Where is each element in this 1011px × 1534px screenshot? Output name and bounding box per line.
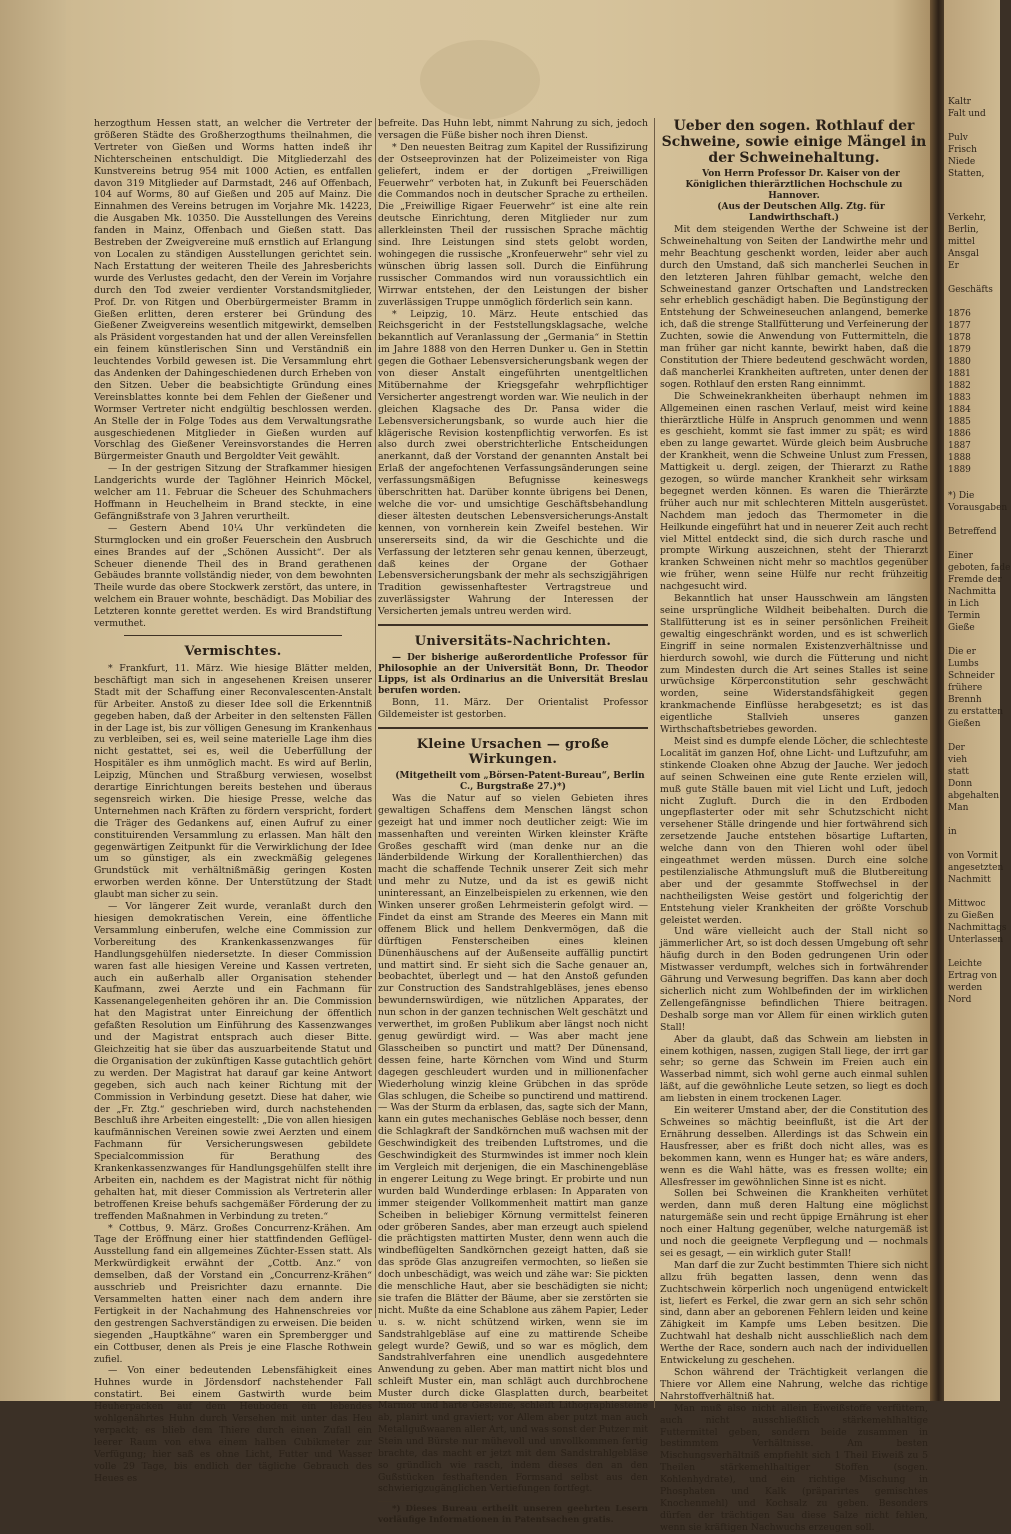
book-gutter — [930, 0, 944, 1401]
next-page-line: 1888 — [948, 453, 971, 463]
article-paragraph: * Den neuesten Beitrag zum Kapitel der Russifizirung der Ostseeprovinzen hat der Polizeimeister von Riga geliefert, indem er der dortigen „Freiwilligen Feuerwehr“ verboten hat, in Zukunft bei Feuerschäden die Commandos noch in deutscher Sprache zu ertheilen. Die „Freiwillige Rigaer Feuerwehr“ ist eine alte rein deutsche Einrichtung, deren Mitglieder nur zum allerkleinsten Theil der russischen Sprache mächtig sind. Ihre Leistungen sind stets gelobt worden, wohingegen die russische „Kronfeuerwehr“ sehr viel zu wünschen übrig lassen soll. Durch die Einführung russischer Commandos wird nun voraussichtlich ein Wirrwar entstehen, der den Leistungen der bisher zuverlässigen Truppe unmöglich förderlich sein kann. — [378, 141, 648, 308]
next-page-line — [944, 538, 1000, 550]
next-page-line: Der — [948, 743, 965, 753]
article-paragraph: Mit dem steigenden Werthe der Schweine ist der Schweinehaltung von Seiten der Landwirthe mehr und mehr Beachtung geschenkt worden, leider aber auch durch den Umstand, daß sich mancherlei Seuchen in den letzteren Jahren fühlbar gemacht, welche den Schweinestand ganzer Ortschaften und Landstrecken sehr erheblich geschädigt haben. Die Begünstigung der Entstehung der Schweineseuchen anlangend, bemerke ich, daß die strenge Stallfütterung und Verfeinerung der Zuchten, sowie die Anwendung von Futtermitteln, die man früher gar nicht kannte, bewirkt haben, daß die Constitution der Thiere bedeutend geschwächt worden, daß mancherlei Krankheiten auftreten, unter denen der sogen. Rothlauf den ersten Rang einnimmt. — [660, 224, 928, 390]
next-page-line: Die er — [948, 647, 976, 657]
next-page-line: von Vormit — [948, 851, 998, 861]
next-page-line: Einer — [948, 551, 973, 561]
next-page-line: Ansgal — [948, 249, 979, 259]
next-page-line: Man — [948, 803, 969, 813]
next-page-line: 1878 — [948, 333, 971, 343]
next-page-line: in Lich — [948, 599, 980, 609]
next-page-line — [944, 886, 1000, 898]
next-page-line: frühere — [948, 683, 983, 693]
article-paragraph: befreite. Das Huhn lebt, nimmt Nahrung zu sich, jedoch versagen die Füße bisher noch ihren Dienst. — [378, 118, 648, 141]
column-rule — [654, 118, 655, 1408]
next-page-low-text — [944, 476, 1011, 1006]
next-page-line: Frisch — [948, 145, 977, 155]
article-paragraph: — Von einer bedeutenden Lebensfähigkeit eines Huhnes wurde in Jördensdorf nachstehender Fall constatirt. Bei einem Gastwirth wurde beim Heuherpacken auf dem Heuboden ein lebendes wohlgenährtes Huhn durch Versehen mit unter das Heu verpackt; es blieb dem Thiere durch einen Zufall ein leerer Raum von etwa einem halben Cubikmeter zur Verfügung; hier saß es ohne Licht, Futter und Wasser volle 29 Tage, bis endlich der tägliche Gebrauch des Heues es — [94, 1365, 372, 1484]
article-paragraph: — Der bisherige außerordentliche Professor für Philosophie an der Universität Bonn, Dr. Theodor Lipps, ist als Ordinarius an die Universität Breslau berufen worden. — [378, 653, 648, 697]
next-page-line: abgehalten — [948, 791, 999, 801]
next-page-line — [944, 946, 1000, 958]
next-page-mid-text — [944, 192, 1000, 476]
footnote-rule — [378, 1501, 548, 1502]
next-page-line: statt — [948, 767, 969, 777]
article-paragraph: Bekanntlich hat unser Hausschwein am längsten seine ursprüngliche Wildheit beibehalten. Durch die Stallfütterung ist es in seiner persönlichen Freiheit gewaltig eingeschränkt worden, und es ist schwerlich Eingriff in seine normalen Existenzverhältnisse und hierdurch sowohl, wie durch die Fütterung und nicht zum Mindesten durch die Art seines Stalles ist seine urwüchsige Körperconstitution sehr geschwächt worden, seine Widerstandsfähigkeit gegen krankmachende Einflüsse herabgesetzt; es ist das eigentliche Stallvieh unseres ganzen Wirthschaftsbetriebes geworden. — [660, 593, 928, 736]
column-1 — [94, 118, 372, 1484]
next-page-line: geboten, fade — [948, 563, 1011, 573]
column-rule — [375, 118, 376, 1318]
next-page-line: 1887 — [948, 441, 971, 451]
next-page-line: Ertrag von — [948, 971, 998, 981]
next-page-line — [944, 272, 1000, 284]
next-page-edge — [944, 0, 1011, 1401]
article-paragraph: * Frankfurt, 11. März. Wie hiesige Blätter melden, beschäftigt man sich in angesehenen Kreisen unserer Stadt mit der Schaffung einer Reconvalescenten-Anstalt für Arbeiter. Anstoß zu dieser Idee soll die Erkenntniß gegeben haben, daß der Arbeiter in den seltensten Fällen in der Lage ist, bis zur völligen Genesung im Krankenhaus zu verbleiben, sei es, weil seine materielle Lage ihm dies nicht gestattet, sei es, weil die Ueberfüllung der Hospitäler es ihm unmöglich macht. Es wird auf Berlin, Leipzig, München und Straßburg verwiesen, woselbst derartige Einrichtungen bereits bestehen und überaus segensreich wirken. Die hiesige Presse, welche das Unternehmen nach Kräften zu fördern verspricht, fordert die Träger des Gedankens auf, einen Aufruf zu einer constituirenden Versammlung zu erlassen. Man hält den gegenwärtigen Zeitpunkt für die Verwirklichung der Idee um so günstiger, als ein zweckmäßig gelegenes Grundstück mit verhältnißmäßig geringen Kosten erworben werden könne. Der Unterstützung der Stadt glaubt man sicher zu sein. — [94, 662, 372, 901]
next-page-line: angesetzten — [948, 863, 1004, 873]
article-paragraph: — Vor längerer Zeit wurde, veranlaßt durch den hiesigen demokratischen Verein, eine öffentliche Versammlung einberufen, welche eine Commission zur Vorbereitung des Krankenkassenzwanges für Handlungsgehülfen niedersetzte. In dieser Commission waren fast alle hiesigen Vereine und Kassen vertreten, auch ein außerhalb aller Organisation stehender Kaufmann, zwei Aerzte und ein Fachmann für Kassenangelegenheiten gehören ihr an. Die Commission hat den Magistrat unter Einreichung der öffentlich gefaßten Resolution um Einführung des Kassenzwanges und der Magistrat entsprach auch dieser Bitte. Gleichzeitig hat sie über das auszuarbeitende Statut und die Organisation der zukünftigen Kasse gutachtlich gehört zu werden. Der Magistrat hat darauf gar keine Antwort gegeben, sich auch nach keiner Richtung mit der Commission in Verbindung gesetzt. Diese hat daher, wie der „Fr. Ztg.“ geschrieben wird, durch nachstehenden Beschluß ihre Arbeiten eingestellt: „Die von allen hiesigen kaufmännischen Vereinen sowie zwei Aerzten und einem Fachmann für Versicherungswesen gebildete Specialcommission für Berathung des Krankenkassenzwanges für Handlungsgehülfen stellt ihre Arbeiten ein, nachdem es der Magistrat nicht für nöthig gehalten hat, mit dieser Commission als Vertreterin aller betroffenen Kreise behufs sachgemäßer Förderung der zu treffenden Maßnahmen in Verbindung zu treten.“ — [94, 901, 372, 1222]
next-page-line: Falt und — [948, 109, 986, 119]
next-page-line: 1889 — [948, 465, 971, 475]
article-paragraph: Aber da glaubt, daß das Schwein am liebsten in einem kothigen, nassen, zugigen Stall liege, der irrt gar sehr; so gerne das Schwein im Freien auch ein Wasserbad nimmt, sich wohl gerne auch einmal suhlen läßt, auf die gewöhnliche Leute setzen, so liegt es doch am liebsten in einem trockenen Lager. — [660, 1033, 928, 1105]
next-page-line: 1882 — [948, 381, 971, 391]
next-page-line: *) Die — [948, 491, 975, 501]
next-page-line: Termin — [948, 611, 981, 621]
article-paragraph: Man darf die zur Zucht bestimmten Thiere sich nicht allzu früh begatten lassen, denn wenn das Zuchtschwein körperlich noch ungenügend entwickelt ist, liefert es Ferkel, die zwar gern an sich sehr schön sind, dann aber an geborenen Fehlern leiden und keine Zähigkeit im Kampfe ums Leben besitzen. Die Zuchtwahl hat deshalb nicht ausschließlich nach dem Werthe der Race, sondern auch nach der individuellen Entwickelung zu geschehen. — [660, 1259, 928, 1367]
next-page-line: 1879 — [948, 345, 971, 355]
next-page-line: mittel — [948, 237, 975, 247]
article-title: Ueber den sogen. Rothlauf der Schweine, sowie einige Mängel in der Schweinehaltung. — [661, 118, 927, 166]
next-page-line: Kaltr — [948, 97, 971, 107]
next-page-line: 1885 — [948, 417, 971, 427]
article-paragraph: Die Schweinekrankheiten überhaupt nehmen im Allgemeinen einen raschen Verlauf, meist wird keine thierärztliche Hülfe in Anspruch genommen und wenn es geschieht, kommt sie fast immer zu spät; es wird eben zu lange gewartet. Würde gleich beim Ausbruche der Krankheit, wenn die Schweine Unlust zum Fressen, Mattigkeit u. dergl. zeigen, der Thierarzt zu Rathe gezogen, so würde mancher Krankheit sehr wirksam begegnet werden können. Es waren die Thierärzte früher auch nur mit schlechteren Mitteln ausgerüstet. Nachdem man jedoch das Thermometer in die Heilkunde eingeführt hat und in neuerer Zeit auch recht viel Mittel entdeckt sind, die sich durch rasche und prompte Wirkung auszeichnen, steht der Thierarzt kranken Schweinen nicht mehr so machtlos gegenüber wie früher, wenn seine Hülfe nur recht frühzeitig nachgesucht wird. — [660, 390, 928, 593]
section-title-universitaet: Universitäts-Nachrichten. — [414, 634, 612, 650]
article-paragraph: * Leipzig, 10. März. Heute entschied das Reichsgericht in der Feststellungsklagsache, welche bekanntlich auf Veranlassung der „Germania“ in Stettin im Jahre 1888 von den Herren Dunker u. Gen in Stettin gegen die Gothaer Lebensversicherungsbank wegen der von dieser Anstalt eingeführten unentgeltlichen Mitübernahme der Kriegsgefahr wehrpflichtiger Versicherter angestrengt worden war. Wie neulich in der gleichen Klagsache des Dr. Pansa wider die Lebensversicherungsbank, so wurde auch hier die klägerische Revision kostenpflichtig verworfen. Es ist also durch zwei oberstrichterliche Entscheidungen anerkannt, daß der Vorstand der genannten Anstalt bei Erlaß der angefochtenen Verfassungsänderungen seine verfassungsmäßigen Befugnisse keineswegs überschritten hat. Darüber konnte übrigens bei Denen, welche die vor- und umsichtige Geschäftsbehandlung dieser ältesten deutschen Lebensversicherungs-Anstalt kennen, von vornherein kein Zweifel bestehen. Wir unsererseits sind, da wir die Geschichte und die Verfassung der letzteren sehr genau kennen, überzeugt, daß keines der Organe der Gothaer Lebensversicherungsbank der mehr als sechszigjährigen Tradition gewissenhaftester Vertragstreue und zuverlässigster Wahrung der Interessen der Versicherten jemals untreu werden wird. — [378, 308, 648, 618]
next-page-line: Donn — [948, 779, 973, 789]
next-page-line: Unterlassen — [948, 935, 1004, 945]
footnote: *) Dieses Bureau ertheilt unseren geehrten Lesern vorläufige Informationen in Patentsachen gratis. — [378, 1504, 648, 1525]
next-page-line: Fremde der — [948, 575, 1002, 585]
next-page-line: Mittwoc — [948, 899, 986, 909]
next-page-line: Brennh — [948, 695, 982, 705]
column-2 — [378, 118, 648, 1525]
paper-stain — [420, 40, 540, 120]
article-paragraph: Ein weiterer Umstand aber, der die Constitution des Schweines so mächtig beeinflußt, ist die Art der Ernährung desselben. Allerdings ist das Schwein ein Hausfresser, aber es frißt doch nicht alles, was es bekommen kann, wenn es Hunger hat; es wäre anders, wenn es die Wahl hätte, was es fressen wollte; ein Allesfresser im gewöhnlichen Sinne ist es nicht. — [660, 1105, 928, 1188]
article-paragraph: Schon während der Trächtigkeit verlangen die Thiere vor Allem eine Nahrung, welche das richtige Nahrstoffverhältniß hat. — [660, 1367, 928, 1402]
article-paragraph: Man muß also nicht allein Eiweißstoffe verfüttern, auch nicht ausschließlich stärkemehlhaltige Futtermittel geben, sondern beide zusammen in bestimmtem Verhältnisse. Am besten Mischungsverhältniß empfiehlt sich 1 Theil Eiweiß zu 5 Theilen stärkemehlhaltiger Stoffen (sogen. Kohlenhydrate), und ein richtige Mischung in Phosphaten und Kalk (präparirtes gemischtes Knochenmehl) und Kochsalz zu geben. Besonders dürfen der trächtigen Sau diese Salze nicht fehlen, wenn sie kräftigen Nachwuchs erzeugen soll. — [660, 1402, 928, 1533]
next-page-line: Nord — [948, 995, 972, 1005]
next-page-line: zu Gießen — [948, 911, 994, 921]
next-page-line: Nachmitta — [948, 587, 997, 597]
next-page-line: Betreffend — [948, 527, 997, 537]
section-divider — [124, 635, 342, 636]
next-page-line: Gieße — [948, 623, 975, 633]
section-divider — [378, 727, 648, 729]
next-page-line: zu erstatten — [948, 707, 1003, 717]
next-page-line: Leichte — [948, 959, 982, 969]
next-page-line: Berlin, — [948, 225, 979, 235]
next-page-line: 1886 — [948, 429, 971, 439]
next-page-line: Niede — [948, 157, 976, 167]
next-page-line — [944, 120, 1000, 132]
next-page-line: Pulv — [948, 133, 968, 143]
next-page-line: 1876 — [948, 309, 971, 319]
article-paragraph: Bonn, 11. März. Der Orientalist Professor Gildemeister ist gestorben. — [378, 697, 648, 720]
article-paragraph: herzogthum Hessen statt, an welcher die Vertreter der größeren Städte des Großherzogthums theilnahmen, die Vertreter von Gießen und Worms hatten indeß ihr Nichterscheinen entschuldigt. Die Mitgliederzahl des Kunstvereins betrug 954 mit 1000 Actien, es entfallen davon 319 Mitglieder auf Darmstadt, 246 auf Offenbach, 104 auf Worms, 80 auf Gießen und 205 auf Mainz. Die Einnahmen des Vereins betrugen im Vorjahre Mk. 14223, die Ausgaben Mk. 10350. Die Ausstellungen des Vereins fanden in Mainz, Offenbach und Gießen statt. Das Bestreben der Zweigvereine muß ernstlich auf Erlangung von Localen zu ständigen Ausstellungen gerichtet sein. Nach Erstattung der weiteren Theile des Jahresberichts wurde des Verlustes gedacht, den der Verein im Vorjahre durch den Tod zweier verdienter Vorstandsmitglieder, Prof. Dr. von Ritgen und Oberbürgermeister Bramm in Gießen erlitten, deren ersterer bei Gründung des Gießener Zweigvereins wesentlich mitgewirkt, demselben als Präsident vorgestanden hat und der allen Vereinsfellen ein feinem künstlerischen Sinn und Verständniß ein leuchtendes Vorbild gewesen ist. Die Versammlung ehrt das Andenken der Dahingeschiedenen durch Erheben von den Sitzen. Ueber die beabsichtigte Gründung eines Vereinsblattes konnte bei dem Fehlen der Gießener und Wormser Vertreter nicht endgültig beschlossen werden. An Stelle der in Folge Todes aus dem Verwaltungsrathe ausgeschiedenen Mitglieder in Gießen wurden auf Vorschlag des Gießener Vereinsvorstandes die Herren Bürgermeister Gnauth und Bergoldter Veit gewählt. — [94, 118, 372, 463]
next-page-top-text — [944, 0, 1000, 192]
section-divider — [378, 624, 648, 626]
next-page-line: Verkehr, — [948, 213, 987, 223]
next-page-line: Geschäfts — [948, 285, 993, 295]
next-page-line: werden — [948, 983, 983, 993]
next-page-line: 1877 — [948, 321, 971, 331]
next-page-line — [944, 296, 1000, 308]
next-page-line — [944, 514, 1000, 526]
article-paragraph: — Gestern Abend 10¼ Uhr verkündeten die Sturmglocken und ein großer Feuerschein den Ausbruch eines Brandes auf der „Schönen Aussicht“. Der als Scheuer dienende Theil des in Brand gerathenen Gebäudes brannte vollständig nieder, von dem bewohnten Theile wurde das obere Stockwerk zerstört, das untere, in welchem ein Brauer wohnte, beschädigt. Das Mobiliar des Letzteren konnte gerettet werden. Es wird Brandstiftung vermuthet. — [94, 522, 372, 630]
next-page-line: Statten, — [948, 169, 985, 179]
article-paragraph: Und wäre vielleicht auch der Stall nicht so jämmerlicher Art, so ist doch dessen Umgebung oft sehr häufig durch in den Boden gedrungenen Urin oder Mistwasser verdumpft, welches sich in fortwährender Gährung und Verwesung begriffen. Das kann aber doch sicherlich nicht zum Wohlbefinden der im wirklichen Zellengefängnisse befindlichen Thiere beitragen. Deshalb sorge man vor Allem für einen wirklich guten Stall! — [660, 926, 928, 1033]
article-source: (Mitgetheilt vom „Börsen-Patent-Bureau“, Berlin C., Burgstraße 27.)*) — [395, 770, 645, 792]
next-page-line: in — [948, 827, 957, 837]
next-page-line: 1884 — [948, 405, 971, 415]
next-page-line — [944, 838, 1000, 850]
next-page-line: Gießen — [948, 719, 981, 729]
next-page-line: Vorausgaben — [948, 503, 1008, 513]
next-page-line: Nachmittags — [948, 923, 1007, 933]
article-source: (Aus der Deutschen Allg. Ztg. für Landwirthschaft.) — [717, 202, 885, 223]
section-title-vermischtes: Vermischtes. — [184, 643, 282, 659]
next-page-line: Schneider — [948, 671, 995, 681]
left-page-edge — [0, 0, 66, 1401]
next-page-line: 1880 — [948, 357, 971, 367]
section-title-kleine-ursachen: Kleine Ursachen — große Wirkungen. — [416, 736, 610, 767]
article-paragraph: — In der gestrigen Sitzung der Strafkammer hiesigen Landgerichts wurde der Taglöhner Heinrich Möckel, welcher am 11. Februar die Scheuer des Schuhmachers Hoffmann in Heuchelheim in Brand steckte, in eine Gefängnißstrafe von 3 Jahren verurtheilt. — [94, 463, 372, 522]
next-page-line: vieh — [948, 755, 968, 765]
next-page-line — [944, 730, 1000, 742]
next-page-line — [944, 634, 1000, 646]
next-page-line: Er — [948, 261, 959, 271]
article-paragraph: Was die Natur auf so vielen Gebieten ihres gewaltigen Schaffens dem Menschen längst schon gezeigt hat und immer noch deutlicher zeigt: Wie im massenhaften und vereinten Wirken kleinster Kräfte Großes geschafft wird (man denke nur an die länderbildende Wirkung der Korallenthierchen) das macht die schaffende Technik unserer Zeit sich mehr und mehr zu Nutze, und da ist es gewiß nicht uninteressant, an Einzelbeispielen zu erkennen, wie den Winken unserer großen Lehrmeisterin gefolgt wird. — Findet da einst am Strande des Meeres ein Mann mit offenem Blick und hellem Denkvermögen, daß die dürftigen Fensterscheiben eines kleinen Dünenhäuschens auf der Außenseite auffällig punctirt und mattirt sind. Er sieht sich die Sache genauer an, beobachtet, überlegt und — hat den Anstoß gefunden zur Construction des Sandstrahlgebläses, jenes ebenso bewundernswürdigen, wie nützlichen Apparates, der nun schon in der ganzen technischen Welt geschätzt und verwerthet, im großen Publikum aber längst noch nicht genug gewürdigt wird. — Was aber macht jene Glasscheiben so punctirt und matt? Der Dünensand, dessen feine, harte Körnchen vom Wind und Sturm dagegen geschleudert wurden und in millionenfacher Wiederholung winzig kleine Grübchen in das spröde Glas schlugen, die Scheibe so punctirend und mattirend. — Was der Sturm da erblasen, das, sagte sich der Mann, kann ein gutes mechanisches Gebläse noch besser, denn die Schlagkraft der Sandkörnchen muß wachsen mit der Geschwindigkeit des treibenden Luftstromes, und die Geschwindigkeit des Sturmwindes ist immer noch klein im Vergleich mit derjenigen, die ein Maschinengebläse in engerer Leitung zu Wege bringt. Er probirte und nun wurden bald Wunderdinge erblasen: In Apparaten von immer steigender Vollkommenheit mattirt man ganze Scheiben in beliebiger Körnung vermittelst feineren oder gröberen Sandes, aber man erzeugt auch spielend die prächtigsten mattirten Muster, denn wenn auch die windbeflügelten Sandkörnchen gezeigt hatten, daß sie das spröde Glas anzugreifen vermochten, so ließen sie doch unbeschädigt, was weich und zähe war: Sie pickten die menschliche Haut, aber sie beschädigten sie nicht; sie trafen die Blätter der Bäume, aber sie zerstörten sie nicht. Mußte da eine Schablone aus zähem Papier, Leder u. s. w. nicht schützend wirken, wenn sie im Sandstrahlgebläse auf eine zu mattirende Scheibe gelegt wurde? Gewiß, und so war es möglich, dem Sandstrahlverfahren eine unendlich ausgedehntere Anwendung zu geben. Aber man mattirt nicht blos und schleift Muster ein, man schlägt auch durchbrochene Muster durch dicke Glasplatten durch, bearbeitet Marmor und harte Gesteine, schleift Lithographiesteine ab, planirt und graviert; vor Allem aber putzt man auch Metallgußwaaren aller Art, und was sonst der Putzer mit Stein und Bürste nur mühevoll und unvollkommen fertig brachte, das macht er jetzt mit dem Sandstrahlgebläse so gründlich wie rasch, indem dieses den an den Gußstücken festhaftenden Formsand selbst aus den schwierigzugänglichen Vertiefungen fortfegt. — [378, 792, 648, 1495]
next-page-line: 1881 — [948, 369, 971, 379]
article-byline: Von Herrn Professor Dr. Kaiser von der Königlichen thierärztlichen Hochschule zu Hannover. — [685, 169, 903, 201]
next-page-line — [944, 180, 1000, 192]
next-page-line: Nachmitt — [948, 875, 991, 885]
next-page-line: 1883 — [948, 393, 971, 403]
article-paragraph: Meist sind es dumpfe elende Löcher, die schlechteste Localität im ganzen Hof, ohne Licht- und Luftzufuhr, am stinkende Cloaken ohne Abzug der Jauche. Wer jedoch auf seinen Schweinen eine gute Rente erzielen will, muß gute Ställe bauen mit viel Licht und Luft, jedoch nicht Zugluft. Durch die in den Erdboden ungepflasterter oder mit sehr Schutzschicht nicht versehener Ställe dringende und hier fortwährend sich zersetzende Jauche entstehen bösartige Luftarten, welche dann von den Thieren wohl oder übel eingeathmet werden müssen. Durch eine solche pestilenzialische Athmungsluft muß die Blutbereitung aber und der gesammte Stoffwechsel in der nachtheiligsten Weise gestört und folgerichtig der Entstehung vieler Krankheiten der größte Vorschub geleistet werden. — [660, 735, 928, 926]
column-3 — [660, 118, 928, 1533]
article-paragraph: * Cottbus, 9. März. Großes Concurrenz-Krähen. Am Tage der Eröffnung einer hier stattfindenden Geflügel-Ausstellung fand ein allgemeines Züchter-Essen statt. Als Merkwürdigkeit erwähnt der „Cottb. Anz.“ von demselben, daß der Vorstand ein „Concurrenz-Krähen“ ausschrieb und Preisrichter dazu ernannte. Die Versammelten hatten einer nach dem andern ihre Fertigkeit in der Nachahmung des Hahnenschreies vor den gestrengen Sachverständigen zu erweisen. Die beiden siegenden „Hauptkähne“ waren ein Sprembergger und ein Cottbuser, denen als Preis je eine Flasche Rothwein zufiel. — [94, 1222, 372, 1365]
next-page-line — [944, 814, 1000, 826]
article-paragraph: Sollen bei Schweinen die Krankheiten verhütet werden, dann muß deren Haltung eine möglichst naturgemäße sein und recht üppige Ernährung ist eher noch einer Haltung gegenüber, welche naturgemäß ist und noch die geeignete Verpflegung und — nochmals sei es gesagt, — ein wirklich guter Stall! — [660, 1188, 928, 1259]
next-page-line: Lumbs — [948, 659, 979, 669]
